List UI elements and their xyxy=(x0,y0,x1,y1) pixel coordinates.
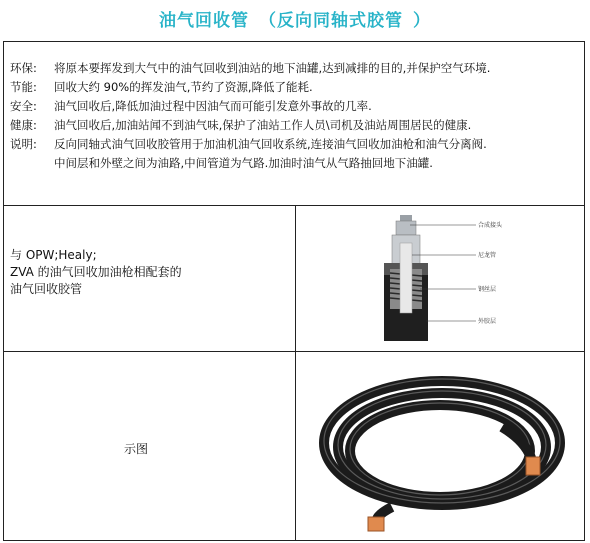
hose-cross-section-diagram xyxy=(376,213,506,343)
intro-line xyxy=(10,97,582,116)
intro-continuation: 中间层和外壁之间为油路,中间管道为气路.加油时油气从气路抽回地下油罐. xyxy=(54,156,433,170)
coiled-hose-photo xyxy=(302,357,582,537)
intro-body: 回收大约 90%的挥发油气,节约了资源,降低了能耗. xyxy=(54,80,313,94)
intro-label: 说明: xyxy=(10,137,37,151)
intro-body: 反向同轴式油气回收胶管用于加油机油气回收系统,连接油气回收加油枪和油气分离阀. xyxy=(54,137,487,151)
diagram-label: 外胶层 xyxy=(478,318,497,325)
intro-cell xyxy=(4,42,584,206)
intro-label: 环保: xyxy=(10,61,37,75)
illustration-label: 示图 xyxy=(124,442,149,456)
title-main: 油气回收管 xyxy=(159,11,249,31)
intro-text xyxy=(10,59,582,173)
diagram-label: 钢丝层 xyxy=(478,286,497,293)
compatibility-row xyxy=(4,205,584,352)
column-divider xyxy=(295,205,296,540)
intro-line xyxy=(10,135,582,154)
compat-line: 与 OPW;Healy; xyxy=(10,248,97,262)
diagram-label: 尼龙管 xyxy=(478,252,497,259)
page-title xyxy=(0,6,590,31)
compat-line: ZVA 的油气回收加油枪相配套的 xyxy=(10,265,182,279)
intro-line xyxy=(10,116,582,135)
intro-body: 油气回收后,降低加油过程中因油气而可能引发意外事故的几率. xyxy=(54,99,372,113)
title-sub: 反向同轴式胶管 xyxy=(277,11,403,31)
intro-label: 安全: xyxy=(10,99,37,113)
diagram-label: 合成接头 xyxy=(478,222,503,229)
title-paren-open: （ xyxy=(259,11,277,31)
intro-line xyxy=(10,78,582,97)
spec-table xyxy=(3,41,585,541)
intro-line xyxy=(10,59,582,78)
intro-label: 节能: xyxy=(10,80,37,94)
compatibility-text xyxy=(10,247,182,298)
illustration-row xyxy=(4,351,584,540)
title-paren-close: ） xyxy=(413,11,431,31)
compat-line: 油气回收胶管 xyxy=(10,282,83,296)
intro-body: 油气回收后,加油站闻不到油气味,保护了油站工作人员\司机及油站周围居民的健康. xyxy=(54,118,472,132)
intro-body: 将原本要挥发到大气中的油气回收到油站的地下油罐,达到减排的目的,并保护空气环境. xyxy=(54,61,491,75)
intro-label: 健康: xyxy=(10,118,37,132)
